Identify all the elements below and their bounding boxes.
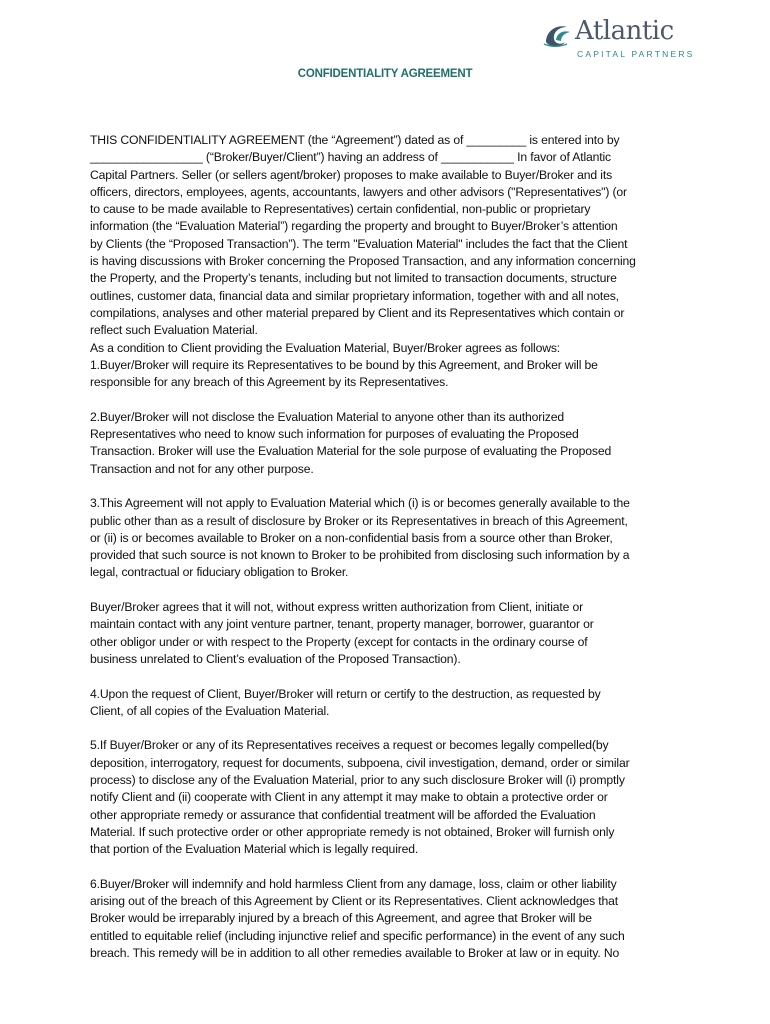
non-contact-paragraph bbox=[90, 599, 690, 668]
text-line: business unrelated to Client’s evaluation of the Proposed Transaction). bbox=[90, 651, 461, 666]
text-line: legal, contractual or fiduciary obligation to Broker. bbox=[90, 565, 349, 580]
text-line: notify Client and (ii) cooperate with Client in any attempt it may make to obtain a protective order or bbox=[90, 790, 608, 805]
text-line: responsible for any breach of this Agreement by its Representatives. bbox=[90, 375, 449, 390]
text-line: 3.This Agreement will not apply to Evaluation Material which (i) is or becomes generally available to the bbox=[90, 496, 630, 511]
logo-wordmark: Atlantic bbox=[575, 16, 674, 46]
text-line: public other than as a result of disclosure by Broker or its Representatives in breach of this Agreement, bbox=[90, 513, 628, 528]
text-line: THIS CONFIDENTIALITY AGREEMENT (the “Agreement”) dated as of _________ is entered into by bbox=[90, 133, 620, 147]
clause-4 bbox=[90, 686, 690, 721]
text-line: _________________ (“Broker/Buyer/Client”) having an address of ___________ In favor of Atlantic bbox=[90, 150, 612, 165]
text-line: Material. If such protective order or other appropriate remedy is not obtained, Broker will furnish only bbox=[90, 824, 615, 839]
wave-logo-icon bbox=[543, 22, 577, 48]
text-line: compilations, analyses and other material prepared by Client and its Representatives which contain or bbox=[90, 305, 625, 320]
atlantic-logo bbox=[543, 16, 695, 62]
intro-paragraph bbox=[90, 132, 690, 340]
text-line: 5.If Buyer/Broker or any of its Representatives receives a request or becomes legally compelled(by bbox=[90, 738, 609, 753]
text-line: Broker would be irreparably injured by a breach of this Agreement, and agree that Broker will be bbox=[90, 911, 592, 926]
clause-2 bbox=[90, 409, 690, 478]
text-line: As a condition to Client providing the Evaluation Material, Buyer/Broker agrees as follows: bbox=[90, 340, 561, 355]
text-line: 2.Buyer/Broker will not disclose the Evaluation Material to anyone other than its authorized bbox=[90, 409, 564, 424]
text-line: arising out of the breach of this Agreement by Client or its Representatives. Client acknowledges that bbox=[90, 894, 619, 909]
text-line: the Property, and the Property’s tenants, including but not limited to transaction documents, structure bbox=[90, 271, 617, 286]
text-line: Representatives who need to know such information for purposes of evaluating the Proposed bbox=[90, 427, 579, 442]
text-line: 4.Upon the request of Client, Buyer/Broker will return or certify to the destruction, as requested by bbox=[90, 686, 601, 701]
clause-5 bbox=[90, 737, 690, 858]
text-line: breach. This remedy will be in addition to all other remedies available to Broker at law or in equity. No bbox=[90, 945, 620, 960]
clause-3 bbox=[90, 495, 690, 581]
text-line: other obligor under or with respect to the Property (except for contacts in the ordinary course of bbox=[90, 634, 588, 649]
text-line: Capital Partners. Seller (or sellers agent/broker) proposes to make available to Buyer/Broker and its bbox=[90, 167, 613, 182]
clause-1 bbox=[90, 357, 690, 392]
text-line: by Clients (the “Proposed Transaction”). The term "Evaluation Material" includes the fact that the Client bbox=[90, 236, 628, 251]
text-line: Client, of all copies of the Evaluation Material. bbox=[90, 703, 330, 718]
text-line: is having discussions with Broker concerning the Proposed Transaction, and any information concerning bbox=[90, 254, 636, 269]
text-line: provided that such source is not known to Broker to be prohibited from disclosing such information by a bbox=[90, 548, 630, 563]
text-line: or (ii) is or becomes available to Broker on a non-confidential basis from a source other than Broker, bbox=[90, 530, 613, 545]
clause-6 bbox=[90, 876, 690, 962]
text-line: deposition, interrogatory, request for documents, subpoena, civil investigation, demand, order or similar bbox=[90, 755, 630, 770]
text-line: information (the “Evaluation Material”) regarding the property and brought to Buyer/Broker’s attention bbox=[90, 219, 618, 234]
text-line: process) to disclose any of the Evaluation Material, prior to any such disclosure Broker will (i) promptly bbox=[90, 772, 625, 787]
text-line: Transaction and not for any other purpose. bbox=[90, 461, 314, 476]
text-line: other appropriate remedy or assurance that confidential treatment will be afforded the Evaluation bbox=[90, 807, 596, 822]
text-line: outlines, customer data, financial data and similar proprietary information, together with and all notes, bbox=[90, 288, 619, 303]
text-line: 6.Buyer/Broker will indemnify and hold harmless Client from any damage, loss, claim or other liability bbox=[90, 876, 617, 891]
text-line: 1.Buyer/Broker will require its Representatives to be bound by this Agreement, and Broker will be bbox=[90, 357, 598, 372]
condition-paragraph bbox=[90, 340, 690, 357]
text-line: to cause to be made available to Representatives) certain confidential, non-public or proprietary bbox=[90, 202, 591, 217]
agreement-body bbox=[90, 132, 690, 962]
text-line: Transaction. Broker will use the Evaluation Material for the sole purpose of evaluating the Proposed bbox=[90, 444, 612, 459]
text-line: reflect such Evaluation Material. bbox=[90, 323, 258, 338]
text-line: Buyer/Broker agrees that it will not, without express written authorization from Client, initiate or bbox=[90, 600, 584, 615]
text-line: officers, directors, employees, agents, accountants, lawyers and other advisors ("Representatives") (or bbox=[90, 184, 627, 199]
text-line: entitled to equitable relief (including injunctive relief and specific performance) in the event of any such bbox=[90, 928, 625, 943]
text-line: maintain contact with any joint venture partner, tenant, property manager, borrower, guarantor or bbox=[90, 617, 594, 632]
document-title: CONFIDENTIALITY AGREEMENT bbox=[297, 68, 473, 80]
logo-subtitle: CAPITAL PARTNERS bbox=[577, 49, 695, 59]
text-line: that portion of the Evaluation Material which is legally required. bbox=[90, 842, 419, 857]
